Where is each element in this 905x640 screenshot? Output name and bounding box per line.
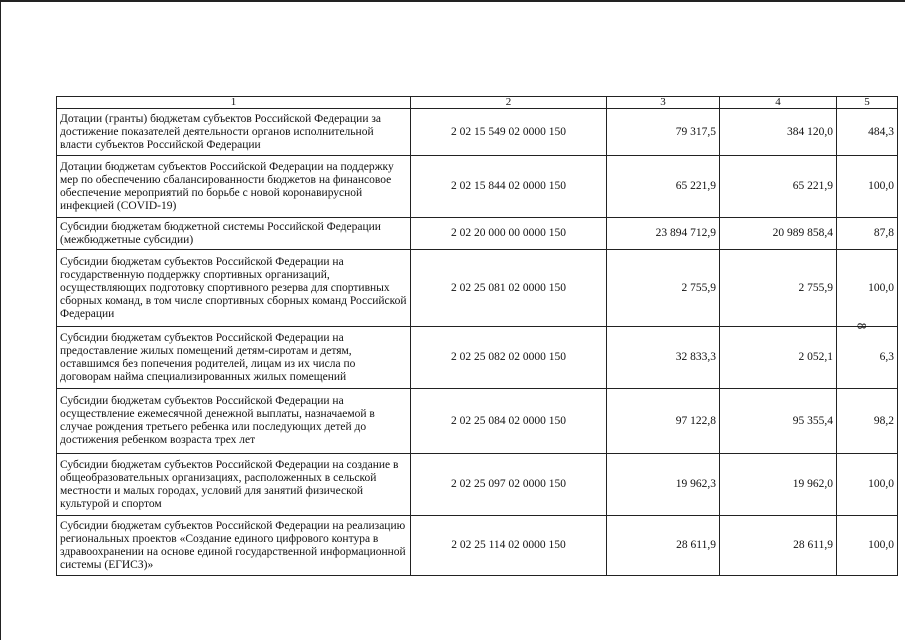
table-header-row — [57, 97, 898, 109]
row-value-5: 6,3 — [837, 327, 898, 389]
table-row — [57, 516, 898, 576]
row-value-3: 97 122,8 — [607, 389, 720, 454]
row-name: Субсидии бюджетам бюджетной системы Российской Федерации (межбюджетные субсидии) — [57, 218, 411, 250]
row-name: Субсидии бюджетам субъектов Российской Федерации на создание в общеобразовательных организациях, расположенных в сельской местности и малых городах, условий для занятий физической культурой и спортом — [57, 454, 411, 516]
row-name: Дотации (гранты) бюджетам субъектов Российской Федерации за достижение показателей деятельности органов исполнительной власти субъектов Российской Федерации — [57, 109, 411, 156]
table-row — [57, 218, 898, 250]
row-value-5: 98,2 — [837, 389, 898, 454]
table-row — [57, 389, 898, 454]
row-value-4: 28 611,9 — [720, 516, 837, 576]
row-name: Дотации бюджетам субъектов Российской Федерации на поддержку мер по обеспечению сбалансированности бюджетов на финансовое обеспечение мероприятий по борьбе с новой коронавирусной инфекцией (COVID-19) — [57, 156, 411, 218]
row-code: 2 02 25 082 02 0000 150 — [411, 327, 607, 389]
column-header-2: 2 — [411, 97, 607, 109]
row-name: Субсидии бюджетам субъектов Российской Федерации на осуществление ежемесячной денежной выплаты, назначаемой в случае рождения третьего ребенка или последующих детей до достижения ребенком возраста трех лет — [57, 389, 411, 454]
row-value-5: 100,0 — [837, 516, 898, 576]
row-code: 2 02 15 844 02 0000 150 — [411, 156, 607, 218]
budget-table — [56, 96, 898, 576]
row-value-5: 100,0 — [837, 250, 898, 327]
row-value-3: 19 962,3 — [607, 454, 720, 516]
column-header-4: 4 — [720, 97, 837, 109]
row-value-5: 87,8 — [837, 218, 898, 250]
table-row — [57, 327, 898, 389]
row-value-4: 2 052,1 — [720, 327, 837, 389]
row-name: Субсидии бюджетам субъектов Российской Федерации на реализацию региональных проектов «Создание единого цифрового контура в здравоохранении на основе единой государственной информационной системы (ЕГИСЗ)» — [57, 516, 411, 576]
page-top-border — [0, 0, 905, 2]
row-value-3: 23 894 712,9 — [607, 218, 720, 250]
column-header-5: 5 — [837, 97, 898, 109]
column-header-3: 3 — [607, 97, 720, 109]
row-code: 2 02 15 549 02 0000 150 — [411, 109, 607, 156]
page-number: 8 — [854, 322, 870, 330]
row-value-4: 95 355,4 — [720, 389, 837, 454]
row-code: 2 02 20 000 00 0000 150 — [411, 218, 607, 250]
row-value-3: 2 755,9 — [607, 250, 720, 327]
row-value-4: 384 120,0 — [720, 109, 837, 156]
row-value-4: 65 221,9 — [720, 156, 837, 218]
row-value-3: 32 833,3 — [607, 327, 720, 389]
row-name: Субсидии бюджетам субъектов Российской Федерации на предоставление жилых помещений детям-сиротам и детям, оставшимся без попечения родителей, лицам из их числа по договорам найма специализированных жилых помещений — [57, 327, 411, 389]
table-row — [57, 109, 898, 156]
row-value-4: 2 755,9 — [720, 250, 837, 327]
row-value-3: 65 221,9 — [607, 156, 720, 218]
table-row — [57, 454, 898, 516]
page-left-border — [0, 0, 1, 640]
row-name: Субсидии бюджетам субъектов Российской Федерации на государственную поддержку спортивных организаций, осуществляющих подготовку спортивного резерва для спортивных сборных команд, в том числе спортивных сборных команд Российской Федерации — [57, 250, 411, 327]
table-row — [57, 250, 898, 327]
row-value-5: 484,3 — [837, 109, 898, 156]
row-value-5: 100,0 — [837, 156, 898, 218]
row-value-3: 28 611,9 — [607, 516, 720, 576]
table-row — [57, 156, 898, 218]
row-code: 2 02 25 097 02 0000 150 — [411, 454, 607, 516]
row-code: 2 02 25 114 02 0000 150 — [411, 516, 607, 576]
row-value-4: 19 962,0 — [720, 454, 837, 516]
column-header-1: 1 — [57, 97, 411, 109]
row-value-3: 79 317,5 — [607, 109, 720, 156]
row-value-4: 20 989 858,4 — [720, 218, 837, 250]
row-code: 2 02 25 084 02 0000 150 — [411, 389, 607, 454]
row-value-5: 100,0 — [837, 454, 898, 516]
row-code: 2 02 25 081 02 0000 150 — [411, 250, 607, 327]
